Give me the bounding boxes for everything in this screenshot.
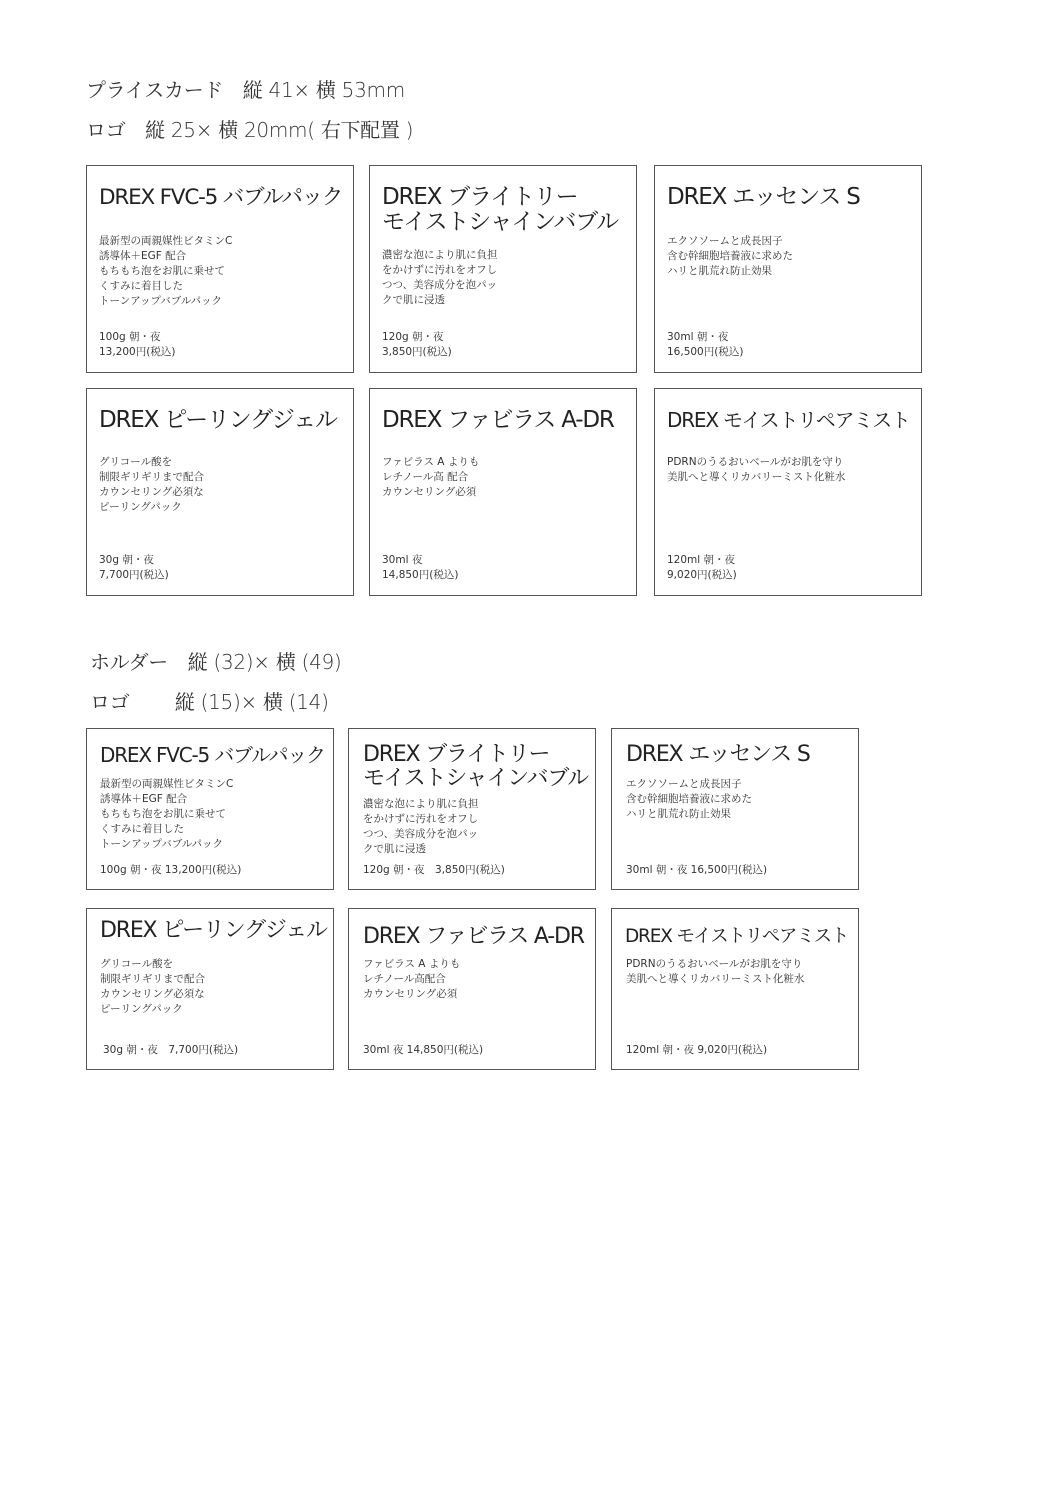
card-title: DREX ブライトリー モイストシャインバブル — [363, 742, 589, 791]
holder-card-fvc5 — [86, 728, 334, 890]
card-price: 30ml 朝・夜 16,500円(税込) — [626, 864, 768, 876]
holder-card-repair-mist — [611, 908, 859, 1070]
holder-card-essence — [611, 728, 859, 890]
card-price: 30g 朝・夜 7,700円(税込) — [103, 1044, 239, 1056]
card-price: 120g 朝・夜 3,850円(税込) — [382, 331, 452, 358]
card-title: DREX ファビラス A-DR — [382, 407, 614, 433]
card-title: DREX エッセンス S — [626, 742, 810, 767]
card-title: DREX エッセンス S — [667, 184, 860, 210]
card-price: 30ml 夜 14,850円(税込) — [382, 554, 459, 581]
price-card-peeling — [86, 388, 354, 596]
card-description: PDRNのうるおいベールがお肌を守り 美肌へと導くリカバリーミスト化粧水 — [667, 456, 846, 483]
card-description: エクソソームと成長因子 含む幹細胞培養液に求めた ハリと肌荒れ防止効果 — [626, 778, 752, 820]
price-card-fvc5 — [86, 165, 354, 373]
price-card-essence — [654, 165, 922, 373]
holder-heading-logo: ロゴ 縦 (15)× 横 (14) — [90, 690, 329, 714]
price-card-heading-size: プライスカード 縦 41× 横 53mm — [86, 78, 405, 102]
card-price: 100g 朝・夜 13,200円(税込) — [99, 331, 176, 358]
holder-card-peeling — [86, 908, 334, 1070]
card-price: 120ml 朝・夜 9,020円(税込) — [626, 1044, 768, 1056]
card-title: DREX FVC-5 バブルパック — [99, 185, 343, 210]
card-description: 最新型の両親媒性ビタミンC 誘導体＋EGF 配合 もちもち泡をお肌に乗せて くすみに着目した トーンアップバブルパック — [99, 235, 233, 307]
card-price: 100g 朝・夜 13,200円(税込) — [100, 864, 242, 876]
card-title: DREX ピーリングジェル — [99, 407, 337, 433]
card-description: 最新型の両親媒性ビタミンC 誘導体＋EGF 配合 もちもち泡をお肌に乗せて くすみに着目した トーンアップバブルパック — [100, 778, 234, 850]
card-price: 30g 朝・夜 7,700円(税込) — [99, 554, 169, 581]
card-price: 120ml 朝・夜 9,020円(税込) — [667, 554, 737, 581]
card-description: PDRNのうるおいベールがお肌を守り 美肌へと導くリカバリーミスト化粧水 — [626, 958, 805, 985]
card-title: DREX ピーリングジェル — [100, 918, 327, 943]
card-title: DREX ファビラス A-DR — [363, 924, 584, 949]
price-card-brightly — [369, 165, 637, 373]
price-card-repair-mist — [654, 388, 922, 596]
card-title: DREX モイストリペアミスト — [625, 926, 849, 947]
card-price: 30ml 朝・夜 16,500円(税込) — [667, 331, 744, 358]
card-description: エクソソームと成長因子 含む幹細胞培養液に求めた ハリと肌荒れ防止効果 — [667, 235, 793, 277]
card-price: 30ml 夜 14,850円(税込) — [363, 1044, 484, 1056]
holder-card-fabulous — [348, 908, 596, 1070]
card-price: 120g 朝・夜 3,850円(税込) — [363, 864, 505, 876]
card-title: DREX FVC-5 バブルパック — [100, 743, 325, 767]
card-description: ファビラス A よりも レチノール高配合 カウンセリング必須 — [363, 958, 461, 1000]
card-description: グリコール酸を 制限ギリギリまで配合 カウンセリング必須な ピーリングパック — [99, 456, 204, 513]
card-title: DREX ブライトリー モイストシャインバブル — [382, 184, 618, 235]
card-description: ファビラス A よりも レチノール高 配合 カウンセリング必須 — [382, 456, 480, 498]
holder-heading-size: ホルダー 縦 (32)× 横 (49) — [90, 650, 342, 674]
price-card-heading-logo: ロゴ 縦 25× 横 20mm( 右下配置 ) — [86, 118, 414, 142]
card-description: 濃密な泡により肌に負担 をかけずに汚れをオフし つつ、美容成分を泡パッ クで肌に浸透 — [363, 798, 479, 855]
card-description: グリコール酸を 制限ギリギリまで配合 カウンセリング必須な ピーリングパック — [100, 958, 205, 1015]
holder-card-brightly — [348, 728, 596, 890]
card-description: 濃密な泡により肌に負担 をかけずに汚れをオフし つつ、美容成分を泡パッ クで肌に浸透 — [382, 249, 498, 306]
price-card-fabulous — [369, 388, 637, 596]
card-title: DREX モイストリペアミスト — [667, 408, 910, 432]
